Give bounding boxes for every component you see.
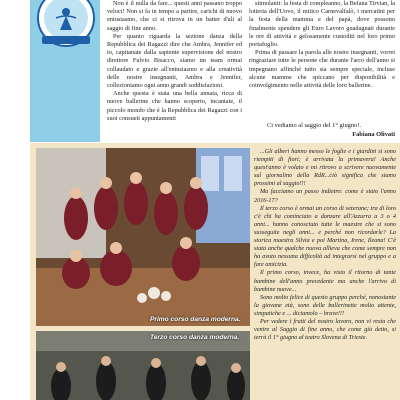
paragraph: Il primo corso, invece, ha visto il ritorno di tante bambine dell'anno precedente ma anche l'arrivo di bambine nuove...	[254, 269, 396, 293]
paragraph: Prima di passare la parola alle nostre insegnanti, vorrei ringraziare tutte le persone che durante l'arco dell'anno si impegnano affinché tutto sia sempre speciale, incluse alcune mamme che spiccano per disponibilità e coinvolgimento nelle attività delle loro ballerine.	[249, 49, 395, 90]
paragraph: stimolanti: la festa di compleanno, la Befana Tirvian, la lotteria dell'Uovo, il mitico Carnevalfalò, i mercatini per la festa della mamma e del papà, dove possono finalmente spendere gli Euro Lavoro guadagnati durante le ore di attività e gelosamente custoditi nel loro primo portafoglio.	[249, 0, 395, 49]
paragraph: Non è il nulla da fare... questi anni passano troppo veloci! Non si fa in tempo a partire, carichi di nuovo entusiasmo, che ci si ritrova in un batter d'ali al saggio di fine anno.	[107, 0, 242, 32]
photo-caption: Terzo corso danza moderna.	[150, 334, 240, 341]
paragraph: Per quanto riguarda la sezione danza della Repubblica dei Ragazzi dire che Ambra, Jennifer ed io, capitanate dalla sapiente supervisione del nostro direttore Fulvio Bisacco, siamo un team ormai collaudato e grazie all'entusiasmo e alla creatività delle nostre insegnanti, Ambra e Jennifer, collezioniamo ogni anno grandi soddisfazioni.	[107, 32, 242, 90]
paragraph: ...Gli alberi hanno messo le foglie e i giardini si sono riempiti di fiori; è arrivata la primavera! Anche quest'anno è volato e mi ritrovo a scrivere nuovamente sul giornalino della RdR...ciò significa che siamo prossimi al saggio!!!	[254, 148, 396, 188]
article-column-1	[107, 0, 242, 145]
author-name: Fabiana Olivati	[352, 131, 395, 138]
photo-caption: Primo corso danza moderna.	[150, 316, 241, 323]
photo-third-dance-course	[36, 331, 250, 400]
article-column-3	[254, 148, 396, 400]
azzurra-danza-logo	[32, 0, 100, 50]
paragraph: Anche questa è stata una bella annata, ricca di nuove ballerine che hanno scoperto, incantate, il piccolo mondo che è la Repubblica dei Ragazzi con i suoi consueti appuntamenti	[107, 90, 242, 122]
article-column-2	[249, 0, 395, 120]
paragraph: Sono molto felice di questo gruppo perché, nonostante la giovane età, sono delle ballerinette molto attente, simpatiche e ... diciamolo – brave!!!	[254, 293, 396, 317]
paragraph: Ma facciamo un passo indietro: come è stato l'anno 2016-17?	[254, 188, 396, 204]
closing-line: Ci vediamo al saggio del 1° giugno!.	[267, 122, 361, 129]
paragraph: Il terzo corso è ormai un corso di veterane; tra di loro c'è chi ha cominciato a danzare all'Azzurra a 3 o 4 anni... hanno conosciuto tutte le maestre che si sono susseguite negli anni... e perché non ricordarle? La storica maestra Silvia e poi Martina, Irene, Ileana! C'è stata anche qualche nuova allieva che come sempre non ha avuto nessuna difficoltà ad integrarsi nel gruppo e a fare amicizia.	[254, 204, 396, 269]
photo-first-dance-course	[36, 148, 250, 326]
signature-block	[249, 122, 395, 139]
paragraph: Per vedere i frutti del nostro lavoro, non vi resta che venire al Saggio di fine anno, che come già detto, si terrà il 1° giugno al teatro Slovena di Trieste.	[254, 317, 396, 342]
